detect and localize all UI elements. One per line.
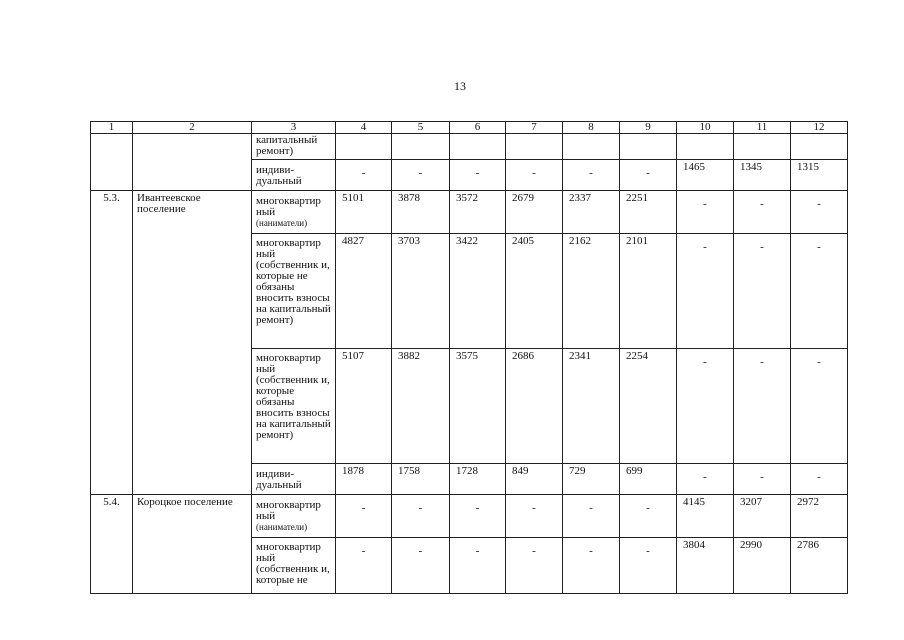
value-cell: - — [677, 349, 734, 464]
value-cell: - — [791, 191, 848, 234]
value-cell: - — [450, 538, 506, 594]
value-cell: - — [450, 495, 506, 538]
value-cell: 1878 — [336, 464, 392, 495]
table-row — [91, 495, 848, 538]
value-cell — [734, 134, 791, 160]
housing-type-text: многоквартир ный (собственник и, которые обязаны вносить взносы на капитальный ремонт) — [256, 352, 331, 441]
value-cell: - — [734, 349, 791, 464]
value-cell: 1345 — [734, 160, 791, 191]
housing-type-text: многоквартир ный — [256, 499, 321, 522]
value-cell: 3703 — [392, 234, 450, 349]
housing-type-cell — [252, 495, 336, 538]
value-cell: - — [620, 160, 677, 191]
housing-type-text: многоквартир ный — [256, 195, 321, 218]
value-cell: - — [734, 191, 791, 234]
housing-type-text: индиви-дуальный — [256, 164, 302, 187]
housing-type-cell — [252, 538, 336, 594]
value-cell: 3572 — [450, 191, 506, 234]
value-cell: - — [336, 160, 392, 191]
value-cell: 2972 — [791, 495, 848, 538]
housing-type-cell — [252, 191, 336, 234]
value-cell — [620, 134, 677, 160]
value-cell: 5107 — [336, 349, 392, 464]
value-cell: 3422 — [450, 234, 506, 349]
value-cell — [791, 134, 848, 160]
value-cell: 2686 — [506, 349, 563, 464]
housing-type-cell — [252, 134, 336, 160]
table-row — [91, 191, 848, 234]
value-cell: 2341 — [563, 349, 620, 464]
value-cell — [336, 134, 392, 160]
value-cell: 2405 — [506, 234, 563, 349]
value-cell: 849 — [506, 464, 563, 495]
settlement-cell: Короцкое поселение — [133, 495, 252, 594]
header-cell: 2 — [133, 122, 252, 134]
header-cell: 9 — [620, 122, 677, 134]
value-cell: 2101 — [620, 234, 677, 349]
value-cell: - — [450, 160, 506, 191]
housing-type-text: многоквартир ный (собственник и, которые не — [256, 541, 330, 586]
header-cell: 7 — [506, 122, 563, 134]
tariff-table — [90, 121, 848, 594]
value-cell: 3878 — [392, 191, 450, 234]
value-cell: 3804 — [677, 538, 734, 594]
value-cell: - — [392, 160, 450, 191]
value-cell: 2679 — [506, 191, 563, 234]
housing-type-text: капитальный ремонт) — [256, 134, 318, 157]
settlement-cell: Ивантеевское поселение — [133, 191, 252, 495]
value-cell: - — [734, 464, 791, 495]
value-cell: 4145 — [677, 495, 734, 538]
value-cell — [506, 134, 563, 160]
header-cell: 10 — [677, 122, 734, 134]
header-cell: 3 — [252, 122, 336, 134]
value-cell: - — [336, 495, 392, 538]
housing-type-cell — [252, 464, 336, 495]
value-cell: - — [677, 234, 734, 349]
housing-type-text: индиви-дуальный — [256, 468, 302, 491]
value-cell: - — [506, 160, 563, 191]
value-cell — [392, 134, 450, 160]
value-cell: - — [734, 234, 791, 349]
value-cell: 2251 — [620, 191, 677, 234]
value-cell: - — [506, 538, 563, 594]
value-cell — [563, 134, 620, 160]
value-cell: - — [791, 234, 848, 349]
value-cell: 2162 — [563, 234, 620, 349]
page-number: 13 — [454, 79, 466, 93]
value-cell: - — [506, 495, 563, 538]
header-cell: 6 — [450, 122, 506, 134]
value-cell: 1315 — [791, 160, 848, 191]
value-cell: - — [791, 349, 848, 464]
value-cell: - — [392, 538, 450, 594]
value-cell: 5101 — [336, 191, 392, 234]
value-cell: 2990 — [734, 538, 791, 594]
value-cell: 699 — [620, 464, 677, 495]
value-cell: - — [620, 495, 677, 538]
housing-type-cell — [252, 160, 336, 191]
value-cell — [677, 134, 734, 160]
value-cell: - — [677, 191, 734, 234]
value-cell: - — [336, 538, 392, 594]
header-cell: 1 — [91, 122, 133, 134]
table-row — [91, 134, 848, 160]
value-cell: 2786 — [791, 538, 848, 594]
value-cell: - — [392, 495, 450, 538]
housing-type-text: многоквартир ный (собственник и, которые не обязаны вносить взносы на капитальный ремонт) — [256, 237, 331, 326]
settlement-cell — [133, 134, 252, 191]
header-cell: 8 — [563, 122, 620, 134]
header-row — [91, 122, 848, 134]
value-cell: - — [563, 538, 620, 594]
housing-type-note: (наниматели) — [256, 522, 308, 532]
row-number-cell — [91, 134, 133, 191]
value-cell: 4827 — [336, 234, 392, 349]
value-cell: 1758 — [392, 464, 450, 495]
header-cell: 4 — [336, 122, 392, 134]
value-cell: 2254 — [620, 349, 677, 464]
housing-type-note: (наниматели) — [256, 218, 308, 228]
value-cell: 3207 — [734, 495, 791, 538]
value-cell: 3882 — [392, 349, 450, 464]
housing-type-cell — [252, 234, 336, 349]
value-cell: 1728 — [450, 464, 506, 495]
value-cell: - — [563, 495, 620, 538]
header-cell: 11 — [734, 122, 791, 134]
value-cell: 3575 — [450, 349, 506, 464]
value-cell: - — [620, 538, 677, 594]
row-number-cell: 5.4. — [91, 495, 133, 594]
value-cell: 729 — [563, 464, 620, 495]
value-cell: 2337 — [563, 191, 620, 234]
row-number-cell: 5.3. — [91, 191, 133, 495]
header-cell: 5 — [392, 122, 450, 134]
value-cell: 1465 — [677, 160, 734, 191]
value-cell: - — [677, 464, 734, 495]
value-cell — [450, 134, 506, 160]
housing-type-cell — [252, 349, 336, 464]
value-cell: - — [791, 464, 848, 495]
value-cell: - — [563, 160, 620, 191]
header-cell: 12 — [791, 122, 848, 134]
